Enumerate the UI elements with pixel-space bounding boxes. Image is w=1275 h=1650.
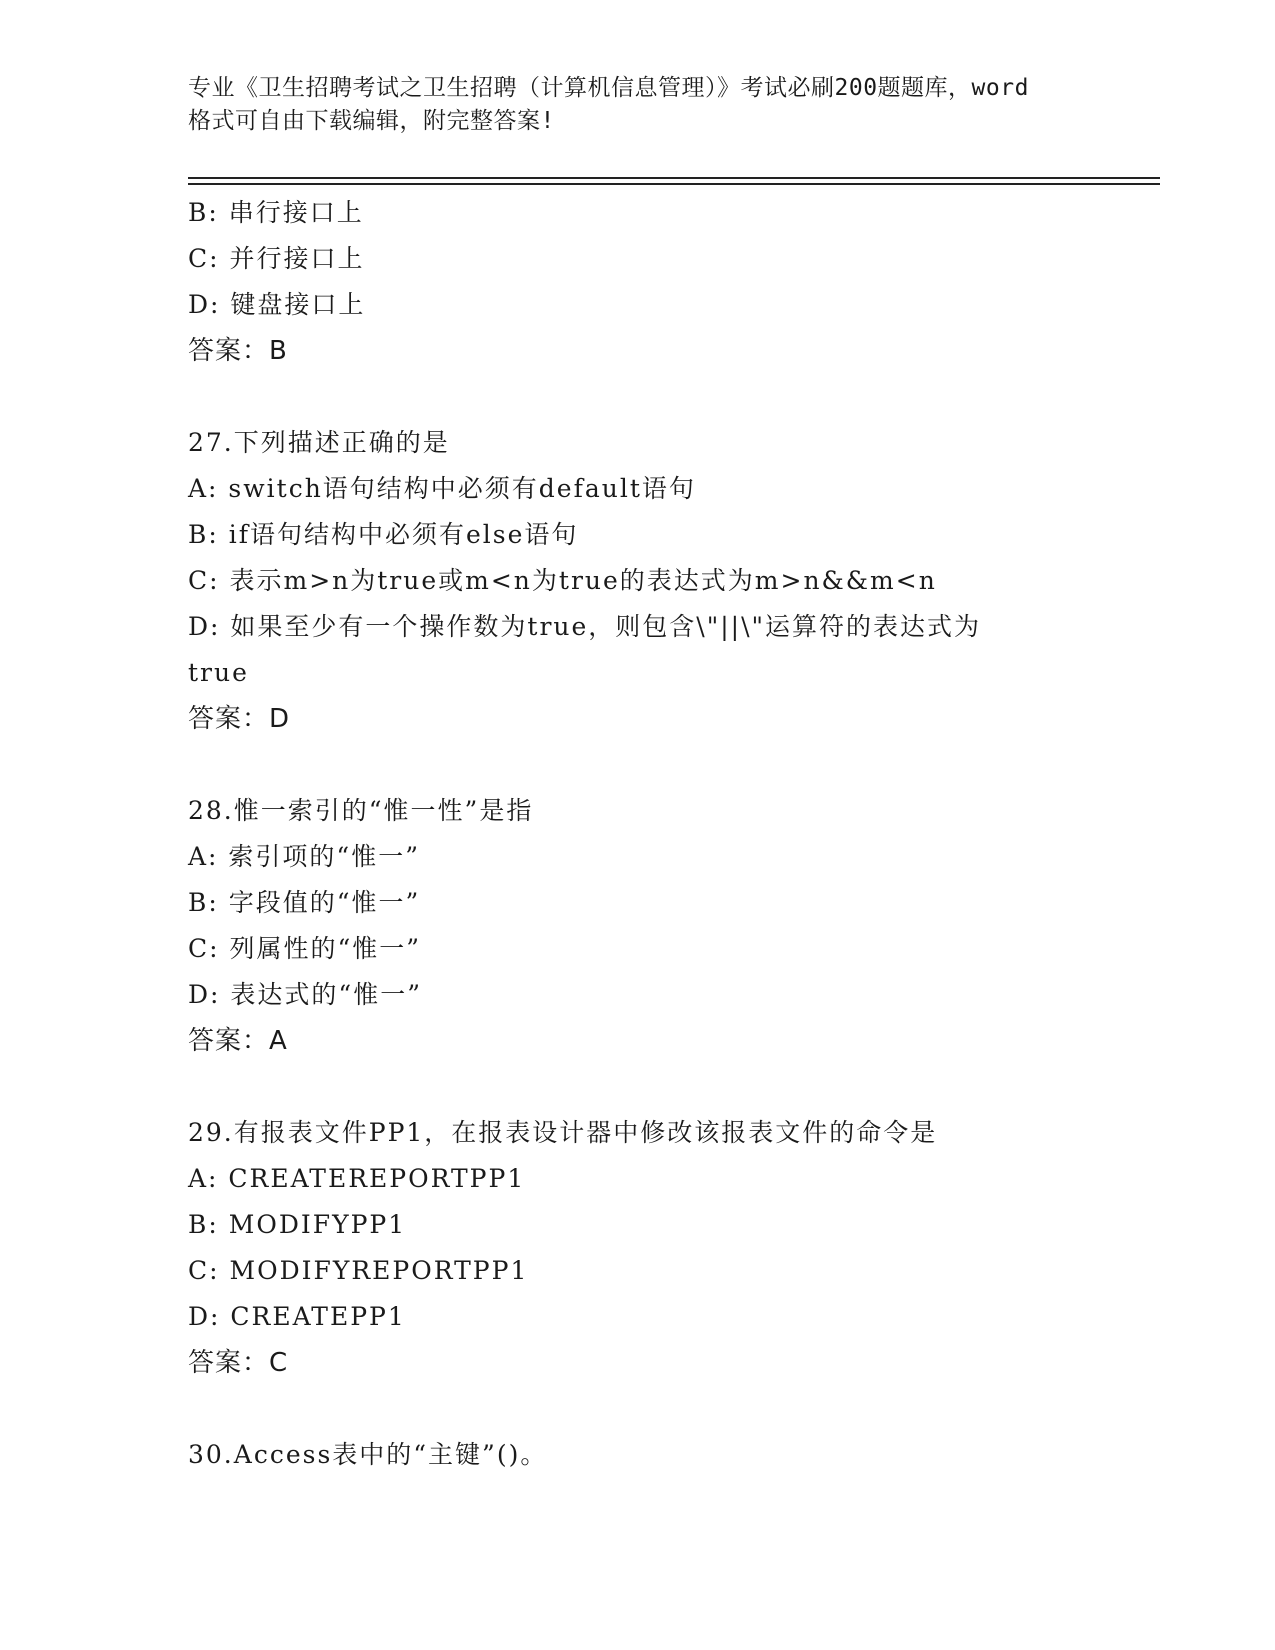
answer-line: 答案：C <box>188 1348 289 1378</box>
option-d: D: CREATEPP1 <box>188 1302 406 1331</box>
option-a: A: 索引项的“惟一” <box>188 842 420 871</box>
question-stem: 27.下列描述正确的是 <box>188 428 450 457</box>
option-b: B: if语句结构中必须有else语句 <box>188 520 579 549</box>
question-stem: 30.Access表中的“主键”()。 <box>188 1440 548 1469</box>
option-c: C: 并行接口上 <box>188 244 365 273</box>
option-c: C: MODIFYREPORTPP1 <box>188 1256 529 1285</box>
answer-line: 答案：A <box>188 1026 288 1056</box>
header-title-line-2: 格式可自由下载编辑，附完整答案! <box>188 108 555 134</box>
question-26-continued <box>188 190 1088 374</box>
option-c: C: 列属性的“惟一” <box>188 934 422 963</box>
question-29 <box>188 1110 1088 1386</box>
option-d: D: 如果至少有一个操作数为true，则包含\"||\"运算符的表达式为 <box>188 612 981 641</box>
header-divider-bottom <box>188 183 1160 185</box>
option-d: D: 键盘接口上 <box>188 290 366 319</box>
option-a: A: switch语句结构中必须有default语句 <box>188 474 696 503</box>
header-divider-top <box>188 177 1160 179</box>
header-title-line-1: 专业《卫生招聘考试之卫生招聘（计算机信息管理）》考试必刷200题题库，word <box>188 75 1029 101</box>
option-d-continued: true <box>188 658 249 687</box>
option-b: B: 串行接口上 <box>188 198 364 227</box>
question-28 <box>188 788 1088 1064</box>
option-c: C: 表示m>n为true或m<n为true的表达式为m>n&&m<n <box>188 566 937 595</box>
question-27 <box>188 420 1088 742</box>
document-header <box>188 72 1088 138</box>
answer-line: 答案：D <box>188 704 291 734</box>
question-stem: 28.惟一索引的“惟一性”是指 <box>188 796 534 825</box>
option-a: A: CREATEREPORTPP1 <box>188 1164 526 1193</box>
option-d: D: 表达式的“惟一” <box>188 980 422 1009</box>
question-stem: 29.有报表文件PP1，在报表设计器中修改该报表文件的命令是 <box>188 1118 938 1147</box>
question-list <box>188 190 1088 1478</box>
option-b: B: MODIFYPP1 <box>188 1210 407 1239</box>
question-30 <box>188 1432 1088 1478</box>
option-b: B: 字段值的“惟一” <box>188 888 421 917</box>
answer-line: 答案：B <box>188 336 288 366</box>
